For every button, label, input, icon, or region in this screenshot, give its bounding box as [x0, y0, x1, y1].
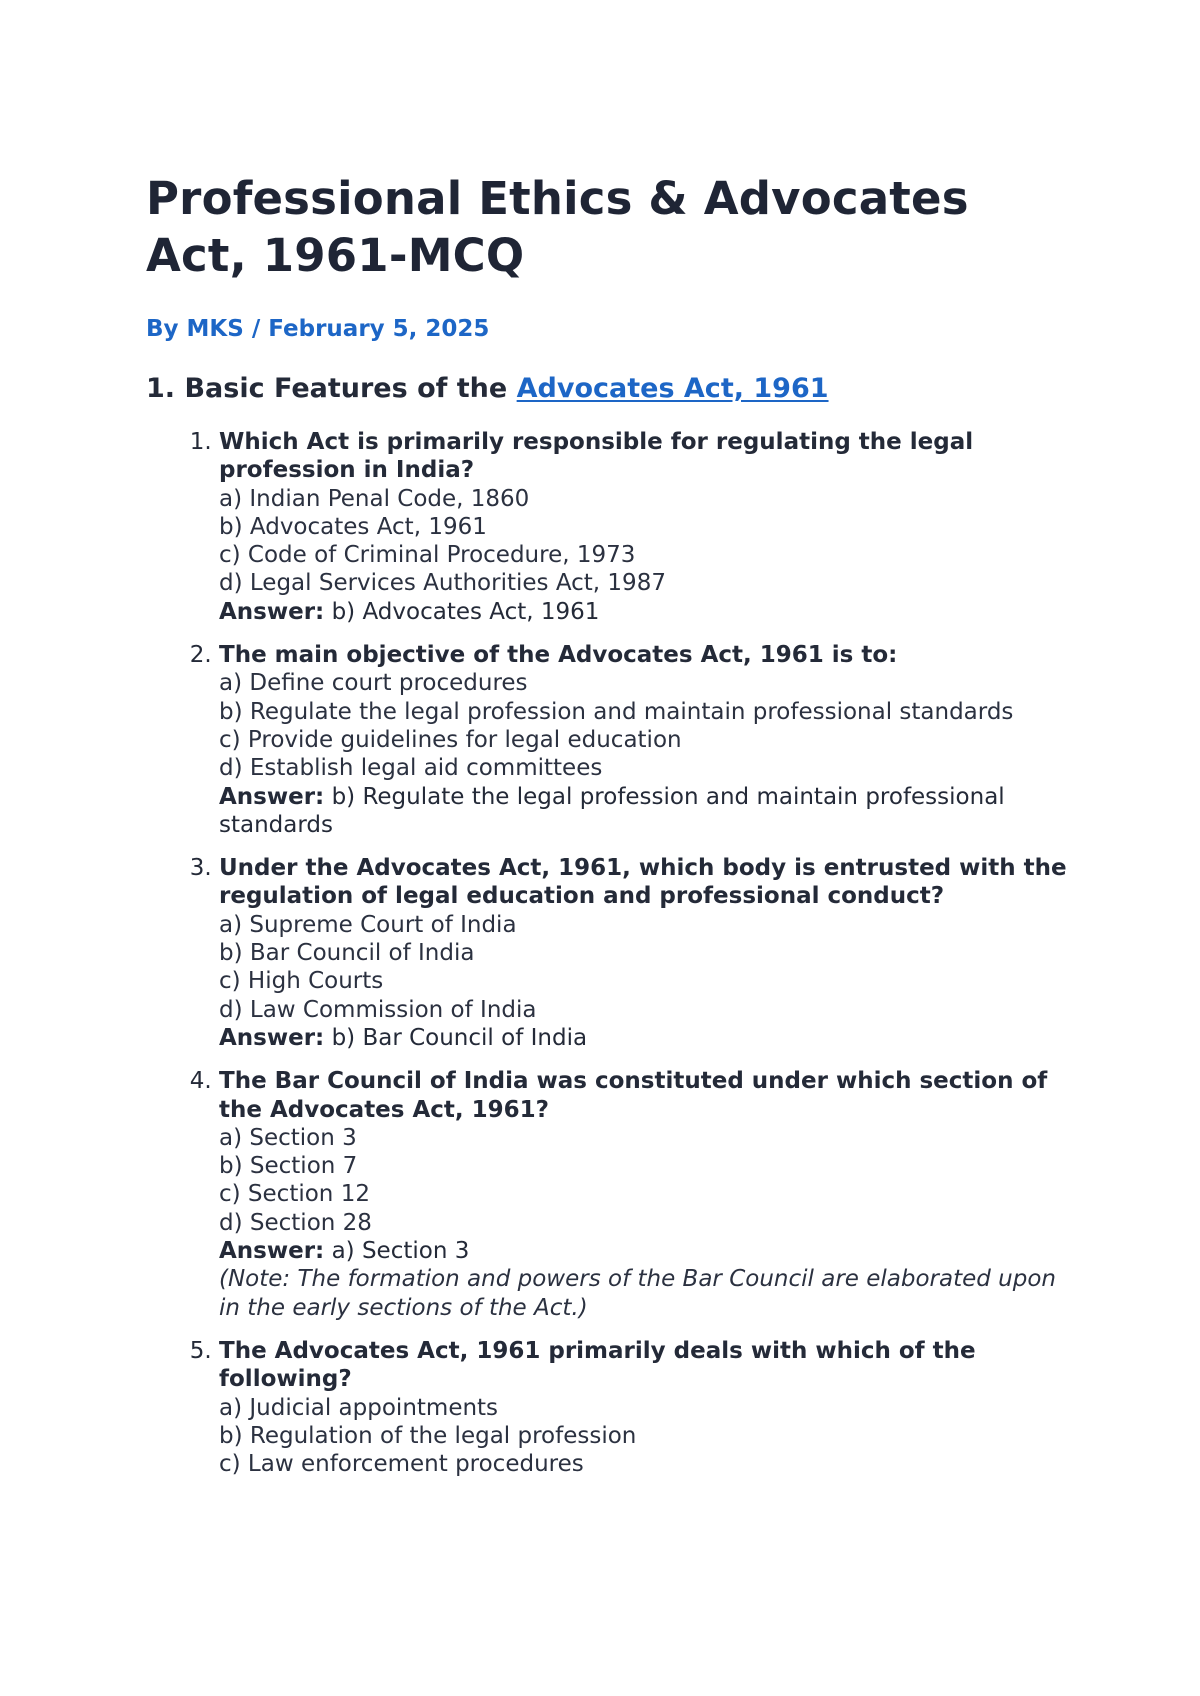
answer-value: b) Advocates Act, 1961	[324, 598, 600, 625]
option: d) Legal Services Authorities Act, 1987	[219, 570, 666, 597]
answer-label: Answer:	[219, 1238, 325, 1265]
option: a) Supreme Court of India	[219, 911, 517, 938]
answer-value: b) Regulate the legal profession and maintain professional standards	[219, 783, 1012, 838]
answer-label: Answer:	[219, 1024, 325, 1051]
byline	[146, 314, 1076, 344]
answer-note: (Note: The formation and powers of the Bar Council are elaborated upon in the early sections of the Act.)	[219, 1266, 1056, 1321]
option: d) Law Commission of India	[219, 996, 537, 1023]
question-text: Under the Advocates Act, 1961, which body is entrusted with the regulation of legal education and professional conduct?	[219, 855, 1067, 910]
option: c) Section 12	[219, 1181, 370, 1208]
answer-line	[219, 1237, 1076, 1265]
option: b) Regulate the legal profession and maintain professional standards	[219, 698, 1014, 725]
question-item	[219, 1067, 1076, 1322]
option: b) Advocates Act, 1961	[219, 513, 487, 540]
option: c) High Courts	[219, 968, 384, 995]
answer-value: b) Bar Council of India	[324, 1024, 588, 1051]
author-link[interactable]: By MKS	[146, 316, 244, 342]
question-item	[219, 854, 1076, 1052]
answer-line	[219, 783, 1076, 840]
question-item	[219, 1337, 1076, 1478]
option: b) Section 7	[219, 1153, 358, 1180]
section-heading	[146, 372, 1076, 406]
option: c) Law enforcement procedures	[219, 1451, 584, 1478]
question-text: The Bar Council of India was constituted under which section of the Advocates Act, 1961?	[219, 1068, 1048, 1123]
advocates-act-link[interactable]: Advocates Act, 1961	[516, 373, 829, 404]
page-title: Professional Ethics & Advocates Act, 1961-MCQ	[146, 172, 969, 282]
question-item	[219, 641, 1076, 839]
option: a) Define court procedures	[219, 670, 528, 697]
answer-label: Answer:	[219, 783, 325, 810]
option: b) Bar Council of India	[219, 940, 475, 967]
question-item	[219, 428, 1076, 626]
question-text: Which Act is primarily responsible for regulating the legal profession in India?	[219, 429, 974, 484]
byline-separator: /	[243, 316, 269, 342]
section-heading-prefix: 1. Basic Features of the	[146, 373, 517, 404]
answer-label: Answer:	[219, 598, 325, 625]
question-text: The Advocates Act, 1961 primarily deals with which of the following?	[219, 1337, 976, 1393]
answer-line	[219, 1024, 1076, 1052]
answer-value: a) Section 3	[324, 1238, 470, 1265]
option: d) Section 28	[219, 1209, 372, 1236]
document-page	[146, 170, 1076, 1493]
question-text: The main objective of the Advocates Act, 1961 is to:	[219, 642, 898, 669]
option: a) Indian Penal Code, 1860	[219, 485, 530, 512]
post-date-link[interactable]: February 5, 2025	[268, 316, 490, 342]
option: a) Section 3	[219, 1124, 357, 1151]
option: a) Judicial appointments	[219, 1394, 499, 1421]
option: c) Provide guidelines for legal education	[219, 726, 682, 753]
option: b) Regulation of the legal profession	[219, 1422, 637, 1449]
question-list	[146, 428, 1076, 1478]
option: d) Establish legal aid committees	[219, 755, 603, 782]
answer-line	[219, 598, 1076, 626]
option: c) Code of Criminal Procedure, 1973	[219, 542, 636, 569]
